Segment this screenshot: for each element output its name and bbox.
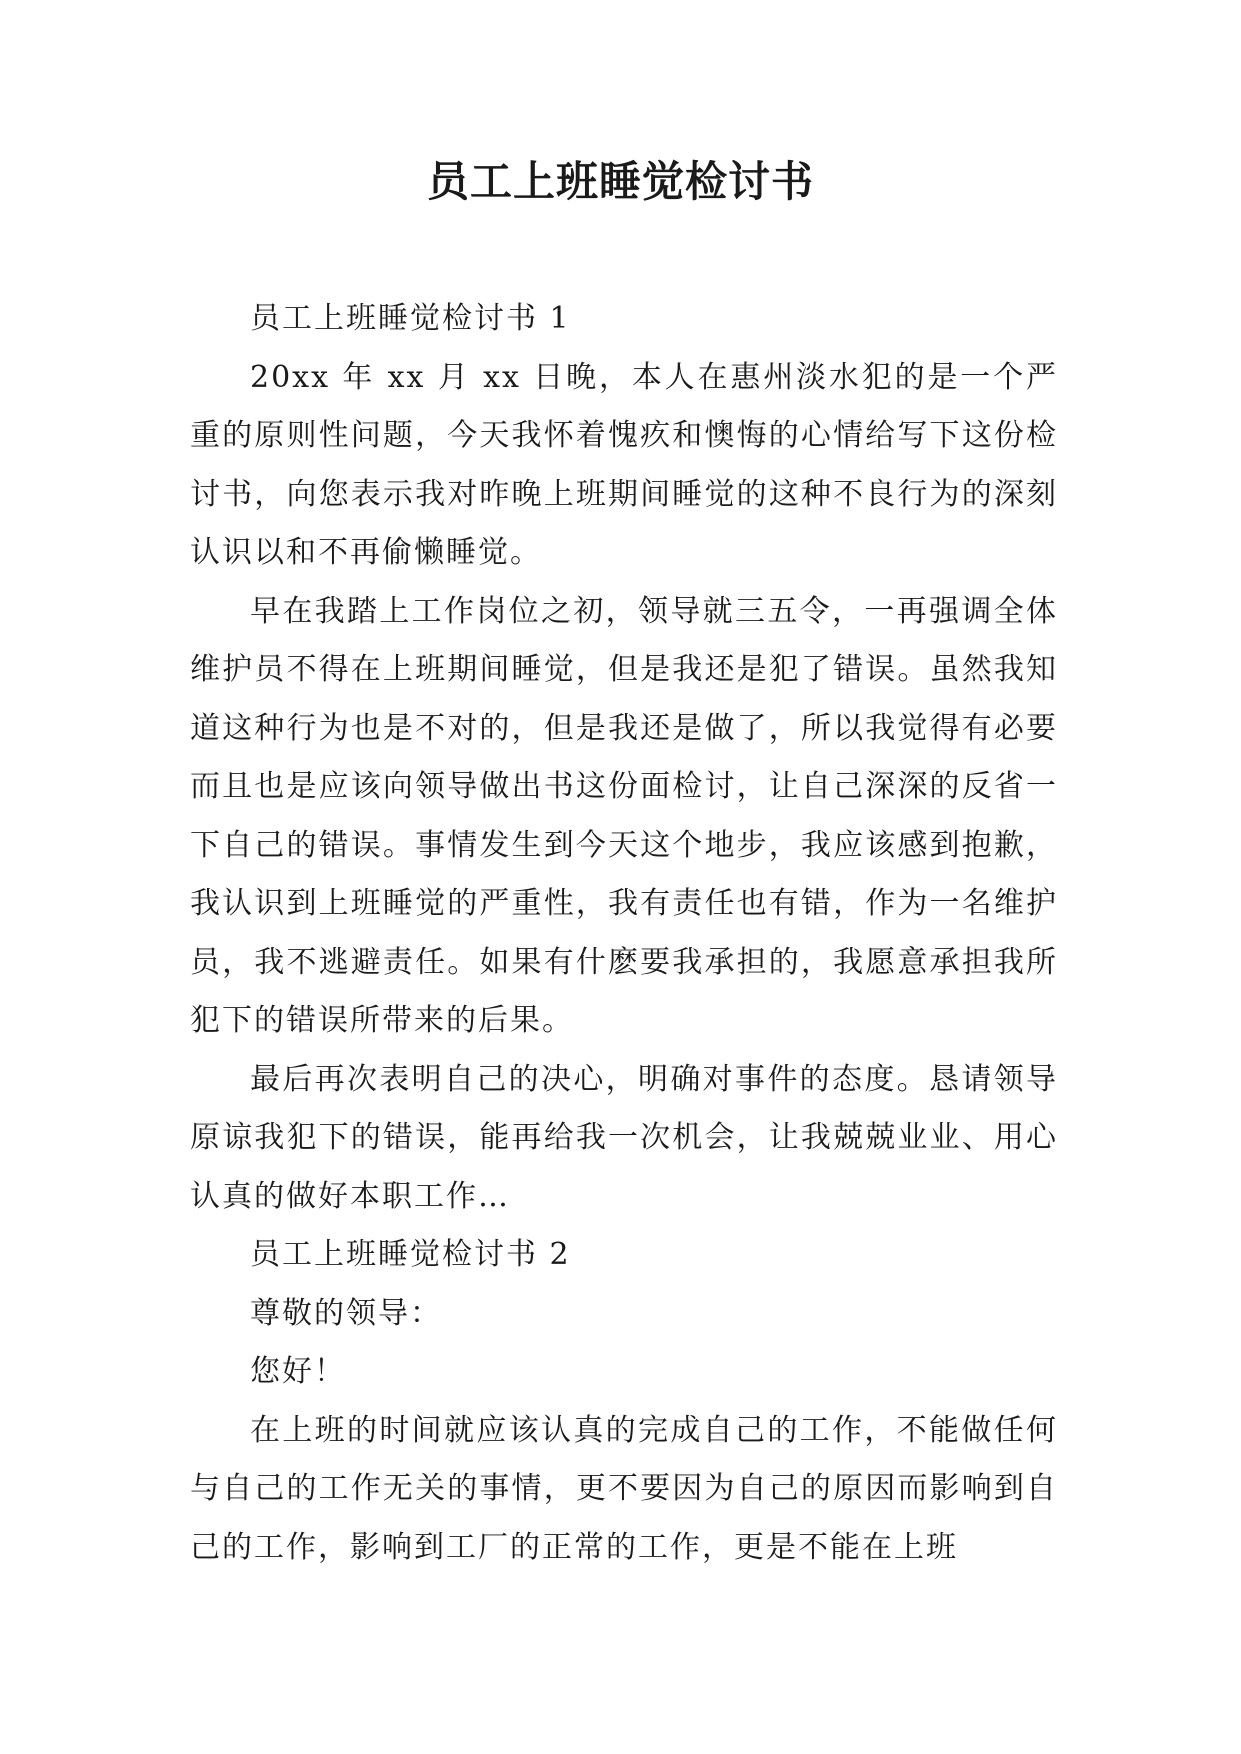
greeting: 您好！ [250, 1354, 346, 1389]
document-title: 员工上班睡觉检讨书 [426, 157, 814, 206]
paragraph: 最后再次表明自己的决心，明确对事件的态度。恳请领导原谅我犯下的错误，能再给我一次机会，让我兢兢业业、用心认真的做好本职工作… [190, 1061, 1058, 1214]
section-heading-1: 员工上班睡觉检讨书 1 [250, 301, 571, 336]
paragraph: 在上班的时间就应该认真的完成自己的工作，不能做任何与自己的工作无关的事情，更不要因为自己的原因而影响到自己的工作，影响到工厂的正常的工作，更是不能在上班 [190, 1412, 1058, 1565]
paragraph: 早在我踏上工作岗位之初，领导就三五令，一再强调全体维护员不得在上班期间睡觉，但是我还是犯了错误。虽然我知道这种行为也是不对的，但是我还是做了，所以我觉得有必要而且也是应该向领导做出书这份面检讨，让自己深深的反省一下自己的错误。事情发生到今天这个地步，我应该感到抱歉，我认识到上班睡觉的严重性，我有责任也有错，作为一名维护员，我不逃避责任。如果有什麽要我承担的，我愿意承担我所犯下的错误所带来的后果。 [190, 593, 1058, 1038]
paragraph: 20xx 年 xx 月 xx 日晚，本人在惠州淡水犯的是一个严重的原则性问题，今天我怀着愧疚和懊悔的心情给写下这份检讨书，向您表示我对昨晚上班期间睡觉的这种不良行为的深刻认识以和不再偷懒睡觉。 [190, 359, 1058, 570]
document-body [190, 290, 1058, 1577]
salutation: 尊敬的领导： [250, 1295, 442, 1331]
section-heading-2: 员工上班睡觉检讨书 2 [250, 1237, 571, 1272]
